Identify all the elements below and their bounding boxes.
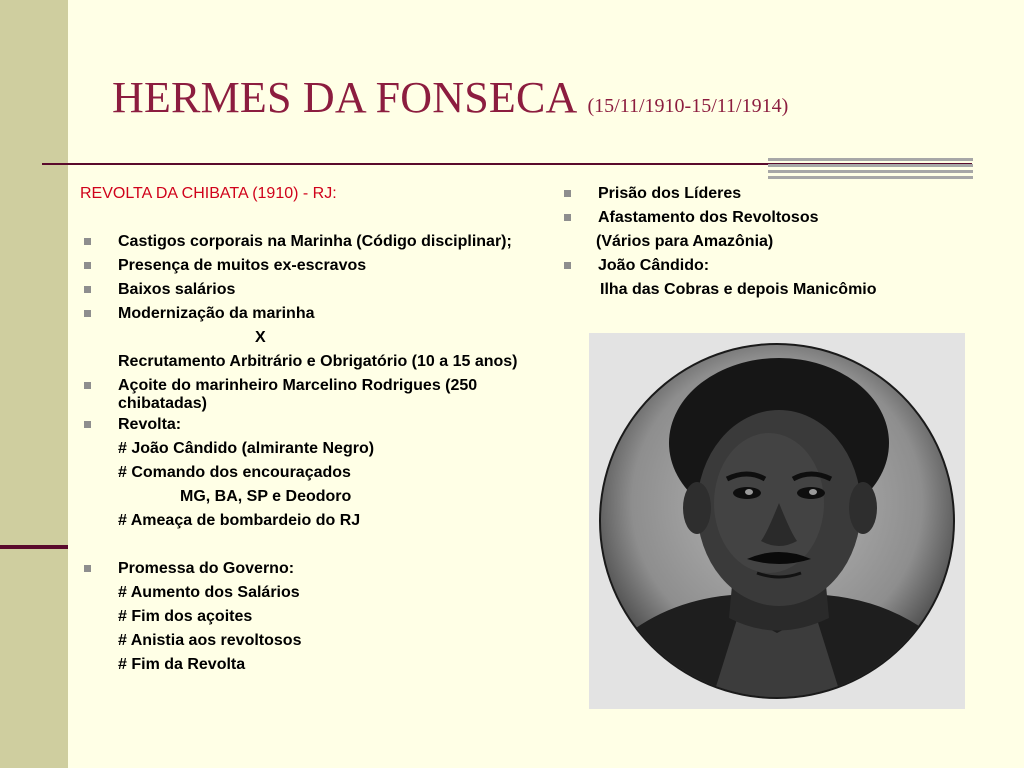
left-column <box>80 182 530 677</box>
title-rule-accent <box>768 158 973 179</box>
list-subline <box>80 326 530 350</box>
list-item-text: # Ameaça de bombardeio do RJ <box>118 512 361 529</box>
title-dates: (15/11/1910-15/11/1914) <box>587 95 789 117</box>
right-column <box>560 182 1000 302</box>
list-item-text: Modernização da marinha <box>118 305 315 322</box>
list-item-text: # Anistia aos revoltosos <box>118 632 302 649</box>
list-subline <box>560 278 1000 302</box>
list-item-text: Baixos salários <box>118 281 236 298</box>
list-item <box>80 254 530 278</box>
list-item <box>80 374 530 413</box>
list-item-text: Recrutamento Arbitrário e Obrigatório (10 a 15 anos) <box>118 353 518 370</box>
list-subline <box>80 350 530 374</box>
section-heading: REVOLTA DA CHIBATA (1910) - RJ: <box>80 185 337 202</box>
portrait-photo <box>589 333 965 709</box>
list-item-text: MG, BA, SP e Deodoro <box>180 488 352 505</box>
list-item <box>560 182 1000 206</box>
side-decor-tick <box>0 545 68 549</box>
list-subline <box>80 653 530 677</box>
list-subline <box>80 461 530 485</box>
spacer <box>80 533 530 557</box>
spacer <box>80 206 530 230</box>
list-subline <box>560 230 1000 254</box>
list-item <box>80 557 530 581</box>
square-bullet-icon <box>564 190 571 197</box>
list-subline <box>80 437 530 461</box>
list-subline <box>80 629 530 653</box>
list-subline <box>80 485 530 509</box>
list-item-text: Afastamento dos Revoltosos <box>598 209 819 226</box>
square-bullet-icon <box>84 421 91 428</box>
square-bullet-icon <box>84 382 91 389</box>
list-item <box>560 254 1000 278</box>
square-bullet-icon <box>84 310 91 317</box>
list-item-text: # Fim da Revolta <box>118 656 246 673</box>
list-item-text: # Fim dos açoites <box>118 608 253 625</box>
slide-title <box>112 72 992 123</box>
list-item-text: João Cândido: <box>598 257 710 274</box>
list-subline <box>80 581 530 605</box>
square-bullet-icon <box>564 214 571 221</box>
list-subline <box>80 605 530 629</box>
square-bullet-icon <box>84 262 91 269</box>
side-decor-bar <box>0 0 68 768</box>
title-text: HERMES DA FONSECA <box>112 73 578 122</box>
square-bullet-icon <box>84 565 91 572</box>
list-item <box>560 206 1000 230</box>
list-item <box>80 230 530 254</box>
list-item-text: Prisão dos Líderes <box>598 185 742 202</box>
versus-mark: X <box>255 329 266 346</box>
list-item-text: Promessa do Governo: <box>118 560 295 577</box>
list-item-text: Ilha das Cobras e depois Manicômio <box>600 281 877 298</box>
list-item-text: Castigos corporais na Marinha (Código disciplinar); <box>118 233 512 250</box>
list-item-text: # Aumento dos Salários <box>118 584 300 601</box>
list-item <box>80 302 530 326</box>
list-item-text: Revolta: <box>118 416 182 433</box>
list-item <box>80 413 530 437</box>
list-item-text: (Vários para Amazônia) <box>596 233 774 250</box>
list-subline <box>80 509 530 533</box>
square-bullet-icon <box>564 262 571 269</box>
portrait-photo-icon <box>589 333 965 709</box>
list-item-text: Açoite do marinheiro Marcelino Rodrigues (250 chibatadas) <box>118 377 478 412</box>
list-item-text: # João Cândido (almirante Negro) <box>118 440 375 457</box>
list-item-text: Presença de muitos ex-escravos <box>118 257 367 274</box>
square-bullet-icon <box>84 286 91 293</box>
list-item-text: # Comando dos encouraçados <box>118 464 351 481</box>
square-bullet-icon <box>84 238 91 245</box>
list-item <box>80 278 530 302</box>
